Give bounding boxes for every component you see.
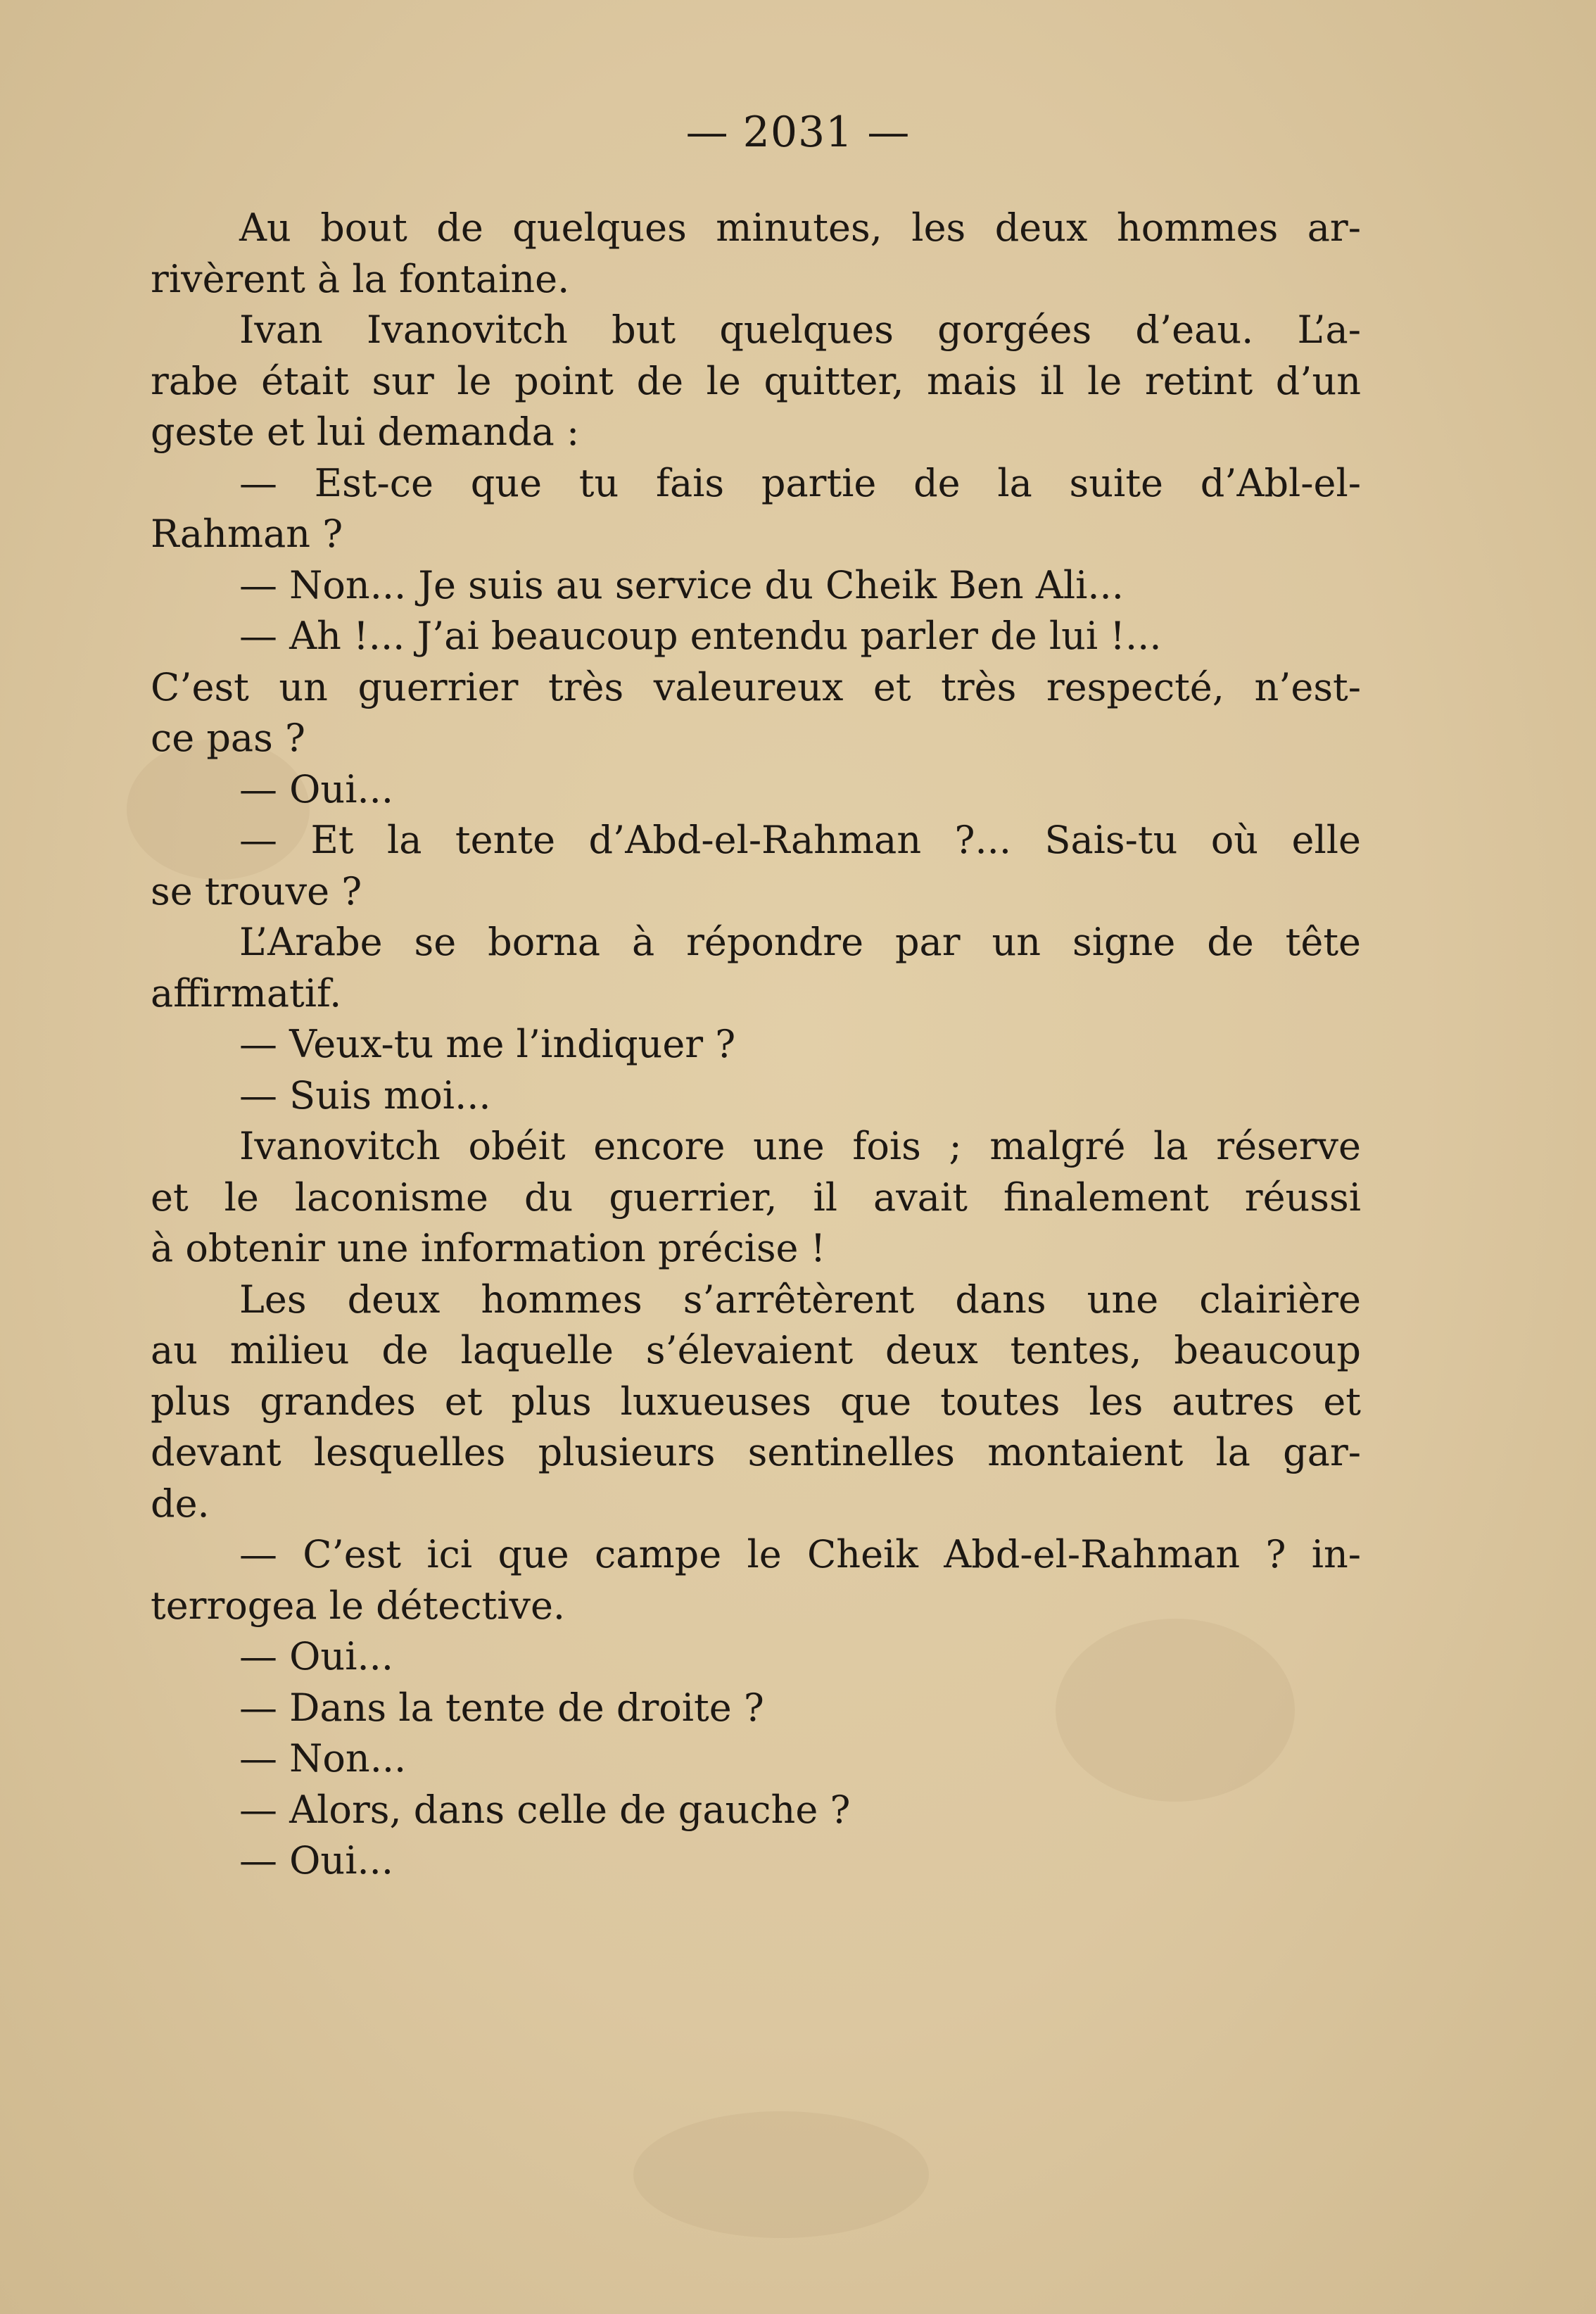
text-line: — Suis moi... [239,1073,491,1118]
text-line: L’Arabe se borna à répondre par un signe de tête [239,920,1361,964]
text-line: Les deux hommes s’arrêtèrent dans une clairière [239,1277,1361,1322]
text-line: — Alors, dans celle de gauche ? [239,1787,851,1832]
text-line: Au bout de quelques minutes, les deux hommes ar- [239,206,1361,250]
text-line: — Non... [239,1736,407,1781]
text-line: geste et lui demanda : [151,410,580,454]
text-line: — Oui... [239,1838,393,1883]
text-line: — Dans la tente de droite ? [239,1685,764,1730]
text-line: affirmatif. [151,971,342,1016]
text-line: — Ah !... J’ai beaucoup entendu parler de lui !... [239,614,1162,658]
text-line: Ivanovitch obéit encore une fois ; malgré la réserve [239,1124,1361,1168]
text-line: rabe était sur le point de le quitter, mais il le retint d’un [151,358,1361,403]
text-line: devant lesquelles plusieurs sentinelles montaient la gar- [151,1430,1361,1474]
text-line: — Oui... [239,1634,393,1678]
text-line: de. [151,1481,210,1526]
text-line: — Non... Je suis au service du Cheik Ben Ali... [239,562,1124,607]
text-line: se trouve ? [151,868,362,913]
text-line: plus grandes et plus luxueuses que toutes les autres et [151,1379,1361,1424]
text-line: ce pas ? [151,716,305,760]
text-line: — Veux-tu me l’indiquer ? [239,1022,736,1066]
body-text [151,203,1361,1887]
page-number: — 2031 — [685,108,911,157]
text-line: et le laconisme du guerrier, il avait finalement réussi [151,1175,1361,1220]
paper-stain [633,2111,929,2238]
text-line: Rahman ? [151,512,343,556]
text-line: rivèrent à la fontaine. [151,256,570,301]
text-line: terrogea le détective. [151,1583,566,1628]
text-line: — Est-ce que tu fais partie de la suite d’Abl-el- [239,460,1361,505]
text-line: — C’est ici que campe le Cheik Abd-el-Rahman ? in- [239,1532,1361,1576]
text-line: C’est un guerrier très valeureux et très respecté, n’est- [151,664,1361,709]
text-line: Ivan Ivanovitch but quelques gorgées d’eau. L’a- [239,308,1361,352]
text-line: — Oui... [239,766,393,811]
text-line: — Et la tente d’Abd-el-Rahman ?... Sais-tu où elle [239,818,1361,862]
text-line: au milieu de laquelle s’élevaient deux tentes, beaucoup [151,1328,1361,1372]
text-line: à obtenir une information précise ! [151,1226,826,1270]
